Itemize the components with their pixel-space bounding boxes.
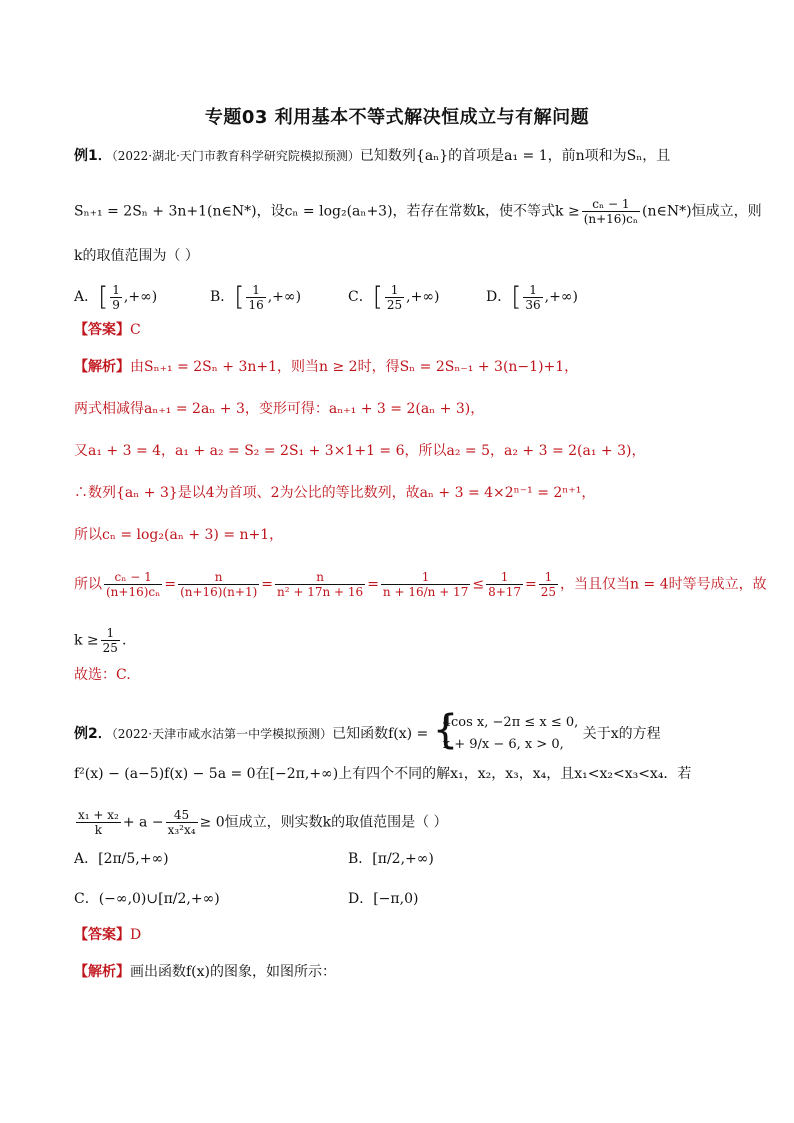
- fraction-numerator: n: [178, 570, 259, 585]
- answer-tag: 【答案】: [74, 322, 130, 338]
- ex1-stem2b: (n∈N*)恒成立，则: [642, 203, 762, 220]
- option-den: 36: [525, 297, 541, 312]
- ex2-option-d: D．[−π,0): [348, 891, 419, 907]
- fraction-denominator: 25: [540, 585, 557, 599]
- analysis-tag: 【解析】: [74, 964, 130, 980]
- ex2-option-c: C．(−∞,0)∪[π/2,+∞): [74, 891, 220, 907]
- fraction-denominator: (n+16)(n+1): [180, 585, 258, 599]
- answer-value: C: [130, 322, 141, 338]
- fraction-numerator: 45: [166, 808, 198, 823]
- analysis-tail: ，当且仅当n = 4时等号成立，故: [560, 576, 767, 593]
- fraction-numerator: x₁ + x₂: [78, 808, 119, 822]
- piecewise-function: { 4cos x, −2π ≤ x ≤ 0, x + 9/x − 6, x > 0,: [433, 712, 579, 756]
- fraction-denominator: 8+17: [488, 585, 522, 599]
- ex1-stem-line3: k的取值范围为（ ）: [74, 248, 199, 264]
- option-tail: ,+∞): [267, 289, 302, 305]
- page-title: 专题03 利用基本不等式解决恒成立与有解问题: [204, 107, 590, 128]
- ex1-stem-line1: [74, 146, 734, 166]
- fraction-numerator: 1: [486, 570, 523, 585]
- option-num: 1: [385, 283, 404, 298]
- ex2-option-b: B．[π/2,+∞): [348, 851, 434, 867]
- ex1-option-d: D．[ $\frac{1}{36}$ ,+∞): [486, 282, 578, 312]
- option-num: 1: [246, 283, 265, 298]
- ex2-option-a: A．[2π/5,+∞): [74, 851, 169, 867]
- option-tail: ,+∞): [123, 289, 158, 305]
- ex2-stem1b: 关于x的方程: [582, 726, 661, 742]
- piece-row-1: 4cos x, −2π ≤ x ≤ 0,: [442, 715, 579, 730]
- fraction-denominator: 25: [102, 641, 118, 655]
- ex1-stem-line2: [74, 197, 762, 226]
- stem-tail: ≥ 0恒成立，则实数k的取值范围是（ ）: [199, 814, 448, 831]
- analysis-text: 画出函数f(x)的图象，如图所示：: [130, 964, 337, 980]
- ex1-answer: [74, 320, 734, 340]
- ex1-analysis-line8: 故选：C.: [74, 667, 131, 683]
- ex1-option-b: B．[ $\frac{1}{16}$ ,+∞): [210, 282, 302, 312]
- ex2-source: （2022·天津市咸水沽第一中学模拟预测）: [111, 727, 333, 741]
- ex1-analysis-line6: 所以 $\frac{\text{cₙ − 1}}{\text{(n+16)cₙ}}$ = $\frac{n}{(n+16)(n+1)}$ = $\frac{n}{\text{n² + 17n + 16}}$ = $\frac{1}{n + 16/n + 17}$ ≤ $\frac{1}{8+17}$ = $\frac{1}{25}$ ，当且仅当n = 4时等号成立，故: [74, 570, 767, 599]
- fraction-numerator: 1: [539, 570, 558, 585]
- fraction-denominator: n + 16/n + 17: [382, 585, 469, 599]
- option-label: D．: [486, 289, 512, 305]
- ex1-analysis-line3: 又a₁ + 3 = 4，a₁ + a₂ = S₂ = 2S₁ + 3×1+1 = 6，所以a₂ = 5，a₂ + 3 = 2(a₁ + 3)，: [74, 443, 646, 459]
- ex1-analysis-line5: 所以cₙ = log₂(aₙ + 3) = n+1，: [74, 527, 284, 543]
- ex1-option-c: C．[ $\frac{1}{25}$ ,+∞): [348, 282, 440, 312]
- ex2-stem1: 已知函数f(x) =: [332, 726, 429, 742]
- fraction-denominator: n² + 17n + 16: [277, 585, 364, 599]
- option-label: B．: [210, 289, 235, 305]
- analysis-prefix: 所以: [74, 576, 102, 593]
- analysis-prefix: k ≥: [74, 632, 99, 649]
- answer-value: D: [130, 927, 142, 943]
- option-den: 16: [248, 297, 264, 312]
- stem-mid: + a −: [122, 814, 164, 831]
- ex2-answer: [74, 925, 734, 945]
- ex2-label: 例2．: [74, 726, 112, 742]
- analysis-tag: 【解析】: [74, 359, 130, 375]
- ex1-label: 例1．: [74, 148, 112, 164]
- fraction-numerator: 1: [381, 570, 470, 585]
- ex1-stem2a: Sₙ₊₁ = 2Sₙ + 3n+1(n∈N*)，设cₙ = log₂(aₙ+3)，若存在常数k，使不等式k ≥: [74, 203, 580, 220]
- fraction-denominator: (n+16)cₙ: [583, 212, 639, 226]
- option-label: C．: [348, 289, 373, 305]
- fraction-denominator: k: [94, 823, 103, 837]
- ex1-analysis-line4: ∴数列{aₙ + 3}是以4为首项、2为公比的等比数列，故aₙ + 3 = 4×2ⁿ⁻¹ = 2ⁿ⁺¹，: [74, 485, 596, 501]
- ex1-analysis-line2: 两式相减得aₙ₊₁ = 2aₙ + 3，变形可得：aₙ₊₁ + 3 = 2(aₙ + 3)，: [74, 401, 485, 417]
- fraction-numerator: 1: [101, 626, 120, 641]
- option-num: 1: [112, 282, 120, 297]
- piece-row-2: x + 9/x − 6, x > 0,: [442, 737, 564, 752]
- option-label: A．: [74, 289, 99, 305]
- option-den: 25: [386, 297, 403, 312]
- fraction-denominator: x₃²x₄: [167, 823, 196, 837]
- ex1-analysis-line7: k ≥ $\frac{1}{25}$ .: [74, 626, 127, 655]
- fraction-denominator: (n+16)cₙ: [106, 585, 161, 599]
- ex1-inequality-fraction: [582, 197, 640, 226]
- ex2-stem-line2: f²(x) − (a−5)f(x) − 5a = 0在[−2π,+∞)上有四个不同的解x₁，x₂，x₃，x₄，且x₁<x₂<x₃<x₄．若: [74, 766, 692, 782]
- answer-tag: 【答案】: [74, 927, 130, 943]
- option-tail: ,+∞): [544, 289, 578, 305]
- ex2-analysis-line1: [74, 962, 734, 982]
- ex1-source: （2022·湖北·天门市教育科学研究院模拟预测）: [111, 149, 360, 163]
- fraction-numerator: cₙ − 1: [104, 570, 162, 585]
- ex1-analysis-line1: [74, 357, 734, 377]
- option-num: 1: [523, 283, 542, 298]
- fraction-numerator: cₙ − 1: [582, 197, 640, 212]
- ex1-stem1: 已知数列{aₙ}的首项是a₁ = 1，前n项和为Sₙ，且: [359, 148, 671, 164]
- ex2-stem-line3: [74, 808, 734, 837]
- ex1-option-a: A．[ $\frac{1}{9}$ ,+∞): [74, 282, 158, 312]
- fraction-numerator: n: [275, 570, 365, 585]
- option-tail: ,+∞): [406, 289, 440, 305]
- ex2-stem-line1: [74, 707, 734, 756]
- option-den: 9: [112, 297, 120, 312]
- analysis-text: 由Sₙ₊₁ = 2Sₙ + 3n+1，则当n ≥ 2时，得Sₙ = 2Sₙ₋₁ + 3(n−1)+1，: [130, 359, 579, 375]
